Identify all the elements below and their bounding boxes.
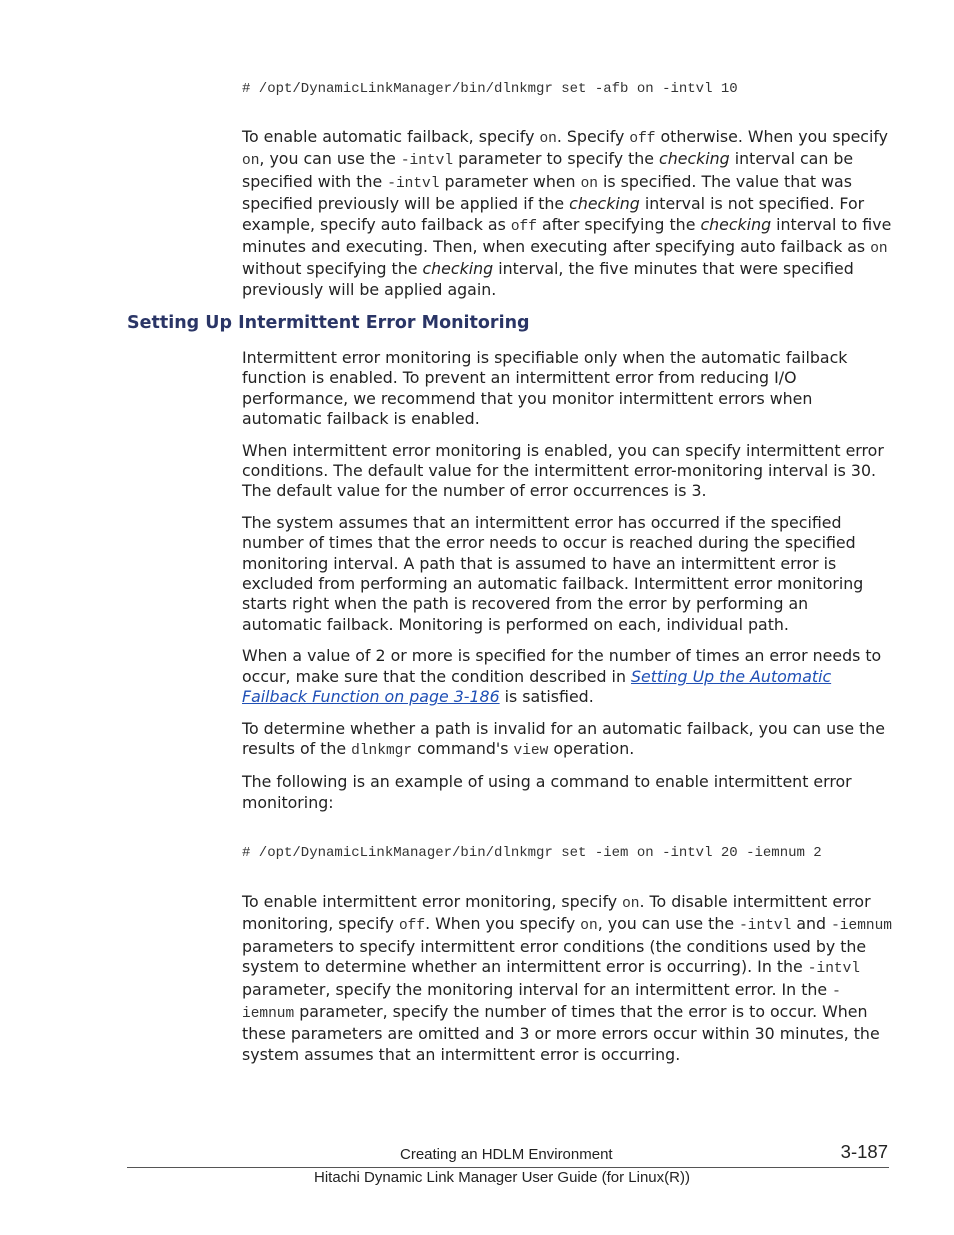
code-block-iem <box>242 845 892 861</box>
text-run: Intermittent error monitoring is specifiable only when the automatic failback function is enabled. To prevent an intermittent error from reducing I/O performance, we recommend that you monitor intermittent errors when automatic failback is enabled. <box>242 348 848 429</box>
code-term: -intvl <box>807 961 861 978</box>
paragraph-condition <box>242 646 892 707</box>
code-line: # /opt/DynamicLinkManager/bin/dlnkmgr set -iem on -intvl 20 -iemnum 2 <box>242 845 822 861</box>
afb-description <box>242 127 892 300</box>
text-run: interval is not specified. For example, specify auto failback as <box>242 194 865 234</box>
text-run: , you can use the <box>597 914 740 934</box>
text-run: The following is an example of using a command to enable intermittent error monitoring: <box>242 772 852 812</box>
text-run: The system assumes that an intermittent error has occurred if the specified number of times that the error needs to occur is reached during the specified monitoring interval. A path that is assumed to have an intermittent error is excluded from performing an automatic failback. Intermittent error monitoring starts right when the path is recovered from the error by performing an automatic failback. Monitoring is performed on each, individual path. <box>242 512 864 634</box>
emphasis: checking <box>422 259 494 279</box>
paragraph-view <box>242 719 892 762</box>
section-body <box>242 348 892 813</box>
page-number: 3-187 <box>840 1141 888 1162</box>
text-run: . To disable intermittent error monitoring, specify <box>242 892 871 934</box>
code-term: -intvl <box>739 918 792 935</box>
text-run: parameter when <box>439 171 581 191</box>
text-run: interval to five minutes and executing. Then, when executing after specifying auto failback as <box>242 214 892 257</box>
text-run: parameter, specify the monitoring interval for an intermittent error. In the <box>242 979 833 999</box>
cross-reference-link[interactable]: Setting Up the Automatic Failback Function on page 3-186 <box>242 666 832 707</box>
text-run: after specifying the <box>536 214 701 234</box>
text-run: To enable automatic failback, specify <box>242 127 540 146</box>
code-line: # /opt/DynamicLinkManager/bin/dlnkmgr set -afb on -intvl 10 <box>242 81 738 97</box>
text-run: and <box>791 914 832 934</box>
text-run: To enable intermittent error monitoring, specify <box>242 892 623 911</box>
text-run: parameter, specify the number of times that the error is to occur. When these parameters are omitted and 3 or more errors occur within 30 minutes, the system assumes that an intermittent error is occurring. <box>242 1002 880 1064</box>
footer-divider <box>127 1167 889 1168</box>
code-term: -iemnum <box>242 983 841 1023</box>
paragraph-assumption <box>242 513 892 635</box>
text-run: . When you specify <box>425 914 581 934</box>
paragraph-iem <box>242 892 892 1065</box>
text-run: To determine whether a path is invalid for an automatic failback, you can use the results of the <box>242 718 885 758</box>
text-run: , you can use the <box>259 149 401 169</box>
text-run: without specifying the <box>242 259 423 279</box>
iem-description <box>242 892 892 1065</box>
text-run: interval, the five minutes that were specified previously will be applied again. <box>242 259 854 299</box>
code-term: off <box>510 218 537 235</box>
code-term: view <box>513 742 549 759</box>
emphasis: checking <box>700 214 772 234</box>
text-run: parameters to specify intermittent error conditions (the conditions used by the system to determine whether an intermittent error is occurring). In the <box>242 936 867 977</box>
code-term: dlnkmgr <box>351 742 413 759</box>
text-run: is specified. The value that was specified previously will be applied if the <box>242 171 852 214</box>
paragraph-afb <box>242 127 892 300</box>
text-run: When a value of 2 or more is specified for the number of times an error needs to occur, make sure that the condition described in <box>242 646 882 686</box>
code-term: off <box>398 918 426 935</box>
code-term: on <box>580 918 598 935</box>
code-block-afb <box>242 81 892 97</box>
code-term: on <box>539 131 557 147</box>
paragraph-example-intro <box>242 772 892 813</box>
paragraph-defaults <box>242 441 892 502</box>
emphasis: checking <box>659 149 730 169</box>
paragraph-intro <box>242 348 892 430</box>
section-heading: Setting Up Intermittent Error Monitoring <box>127 313 530 333</box>
text-run: . Specify <box>556 127 630 146</box>
code-term: on <box>870 241 888 258</box>
text-run: command's <box>412 738 514 758</box>
code-term: on <box>580 175 598 192</box>
text-run: When intermittent error monitoring is enabled, you can specify intermittent error conditions. The default value for the intermittent error-monitoring interval is 30. The default value for the number of error occurrences is 3. <box>242 440 884 501</box>
code-term: off <box>629 131 656 147</box>
code-term: -intvl <box>387 175 440 192</box>
footer-book-title: Hitachi Dynamic Link Manager User Guide (for Linux(R)) <box>314 1169 690 1186</box>
code-term: on <box>622 896 640 912</box>
footer-chapter-title: Creating an HDLM Environment <box>400 1146 613 1163</box>
emphasis: checking <box>569 194 640 214</box>
text-run: otherwise. When you specify <box>655 127 889 146</box>
code-term: -intvl <box>400 153 454 170</box>
code-term: -iemnum <box>831 918 893 935</box>
code-term: on <box>242 153 260 170</box>
text-run: operation. <box>548 738 635 758</box>
text-run: parameter to specify the <box>453 149 660 169</box>
text-run: interval can be specified with the <box>242 149 854 191</box>
text-run: is satisfied. <box>499 687 594 707</box>
